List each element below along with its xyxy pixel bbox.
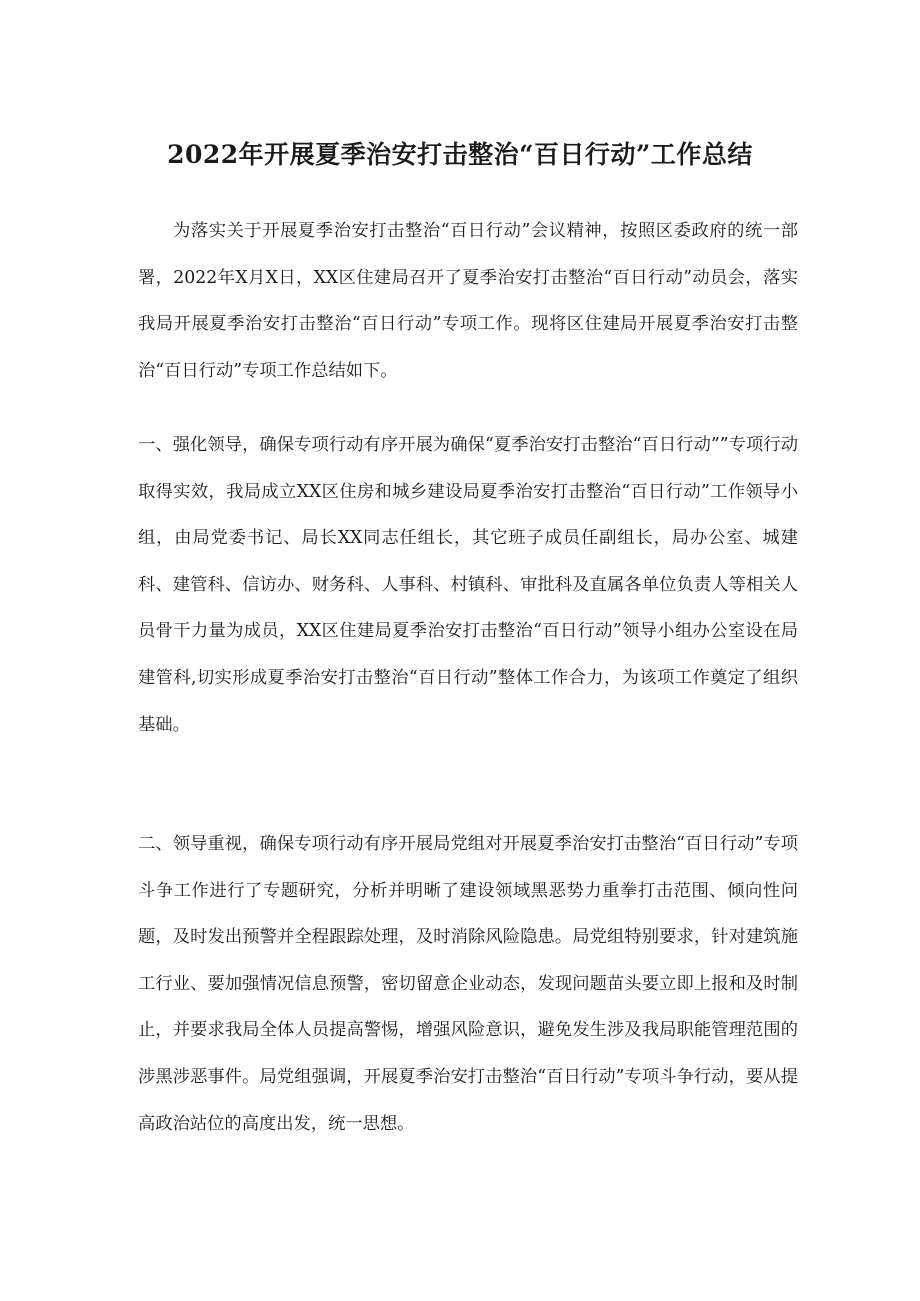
paragraph-section-one: 一、强化领导，确保专项行动有序开展为确保“夏季治安打击整治“百日行动””专项行动取得实效，我局成立XX区住房和城乡建设局夏季治安打击整治“百日行动”工作领导小组，由局党委书记、局长XX同志任组长，其它班子成员任副组长，局办公室、城建科、建管科、信访办、财务科、人事科、村镇科、审批科及直属各单位负责人等相关人员骨干力量为成员，XX区住建局夏季治安打击整治“百日行动”领导小组办公室设在局建管科,切实形成夏季治安打击整治“百日行动”整体工作合力，为该项工作奠定了组织基础。 <box>138 435 798 735</box>
paragraph-section-two: 二、领导重视，确保专项行动有序开展局党组对开展夏季治安打击整治“百日行动”专项斗争工作进行了专题研究，分析并明晰了建设领域黑恶势力重拳打击范围、倾向性问题，及时发出预警并全程跟踪处理，及时消除风险隐患。局党组特别要求，针对建筑施工行业、要加强情况信息预警，密切留意企业动态，发现问题苗头要立即上报和及时制止，并要求我局全体人员提高警惕，增强风险意识，避免发生涉及我局职能管理范围的涉黑涉恶事件。局党组强调，开展夏季治安打击整治“百日行动”专项斗争行动，要从提高政治站位的高度出发，统一思想。 <box>138 834 798 1134</box>
paragraph-intro: 为落实关于开展夏季治安打击整治“百日行动”会议精神，按照区委政府的统一部署，2022年X月X日，XX区住建局召开了夏季治安打击整治“百日行动”动员会，落实我局开展夏季治安打击整治“百日行动”专项工作。现将区住建局开展夏季治安打击整治“百日行动”专项工作总结如下。 <box>138 221 798 381</box>
document-title: 2022年开展夏季治安打击整治“百日行动”工作总结 <box>167 139 753 169</box>
